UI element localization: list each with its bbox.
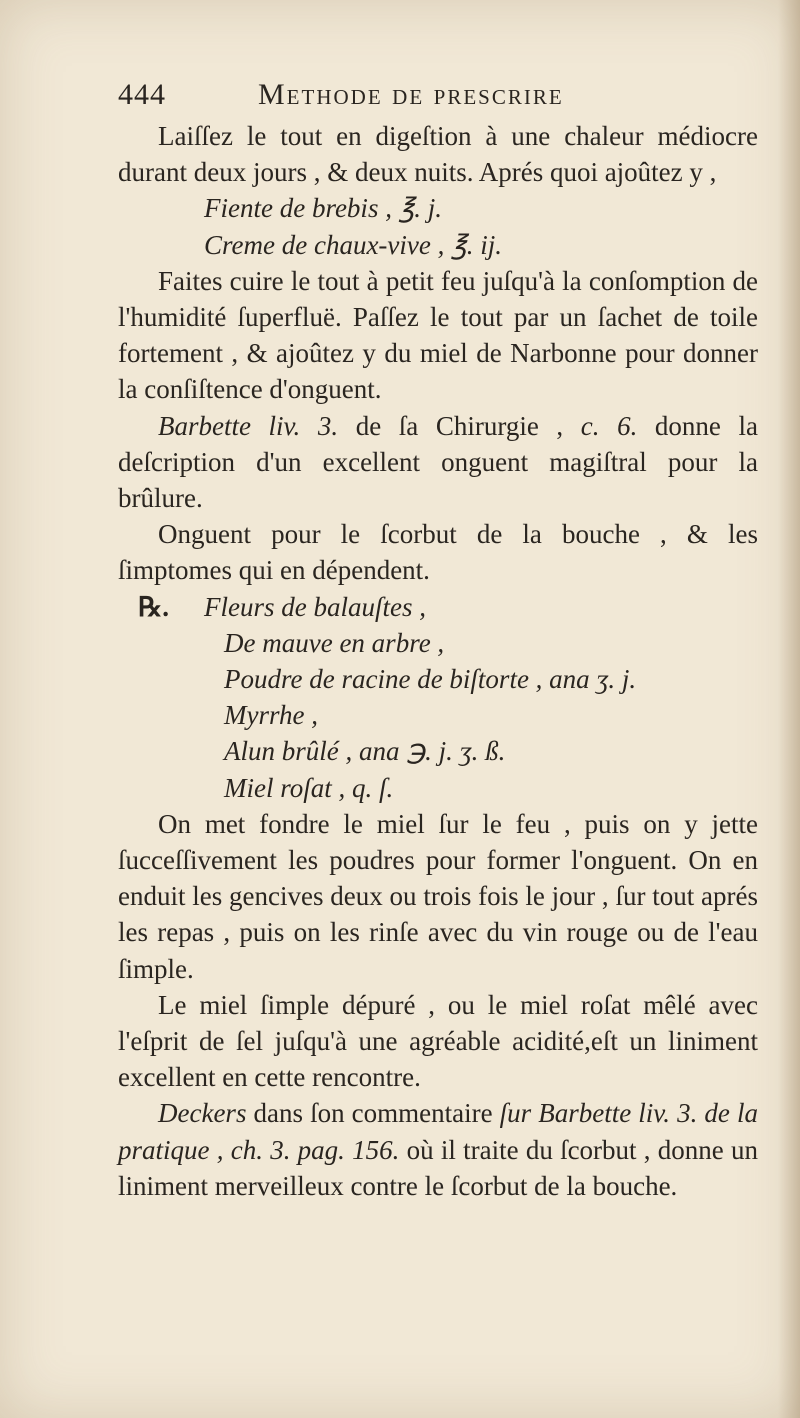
- citation-barbette: Barbette liv. 3.: [158, 410, 339, 441]
- paragraph-7-rest: où il traite du ſcorbut , donne un liniment merveilleux contre le ſcorbut de la bouche.: [118, 1134, 758, 1201]
- page-body: [118, 118, 758, 1204]
- paragraph-4: Onguent pour le ſcorbut de la bouche , & les ſimptomes qui en dépendent.: [118, 519, 758, 586]
- recipe-2-line-1: Fleurs de balauſtes ,: [204, 591, 426, 622]
- running-title: Methode de prescrire: [258, 78, 564, 111]
- recipe-2: [118, 589, 758, 806]
- citation-chapter: c. 6.: [580, 410, 638, 441]
- recipe-2-line-4: Myrrhe ,: [224, 700, 318, 731]
- citation-barbette-pratique: ſur Barbette liv. 3. de la pratique , ch. 3. pag. 156.: [118, 1098, 758, 1165]
- recipe-2-line-5: Alun brûlé , ana ℈. j. ʒ. ß.: [224, 736, 506, 767]
- paragraph-2: Faites cuire le tout à petit feu juſqu'à la conſomption de l'humidité ſuperfluë. Paſſez le tout par un ſachet de toile fortement , & ajoûtez y du miel de Narbonne pour donner la conſiſtence d'onguent.: [118, 265, 758, 405]
- paragraph-3-rest: donne la deſcription d'un excellent onguent magiſtral pour la brûlure.: [118, 410, 758, 514]
- recipe-2-line-3: Poudre de racine de biſtorte , ana ʒ. j.: [224, 664, 637, 695]
- paragraph-5: On met fondre le miel ſur le feu , puis on y jette ſucceſſivement les poudres pour former l'onguent. On en enduit les gencives deux ou trois fois le jour , ſur tout aprés les repas , puis on les rinſe avec du vin rouge ou de l'eau ſimple.: [118, 808, 758, 984]
- paragraph-3-mid: de ſa Chirurgie ,: [338, 410, 581, 441]
- paragraph-6: Le miel ſimple dépuré , ou le miel roſat mêlé avec l'eſprit de ſel juſqu'à une agréable acidité,eſt un liniment excellent en cette rencontre.: [118, 989, 758, 1093]
- recipe-1: [118, 190, 758, 262]
- recipe-1-line-1: Fiente de brebis , ℥. j.: [204, 193, 443, 224]
- paragraph-7-mid: dans ſon commentaire: [246, 1098, 500, 1129]
- recipe-1-line-2: Creme de chaux-vive , ℥. ij.: [204, 229, 502, 260]
- page-gutter-shadow: [778, 0, 800, 1418]
- recipe-2-line-2: De mauve en arbre ,: [224, 627, 445, 658]
- paragraph-3: [118, 408, 758, 517]
- paragraph-1: Laiſſez le tout en digeſtion à une chaleur médiocre durant deux jours , & deux nuits. Aprés quoi ajoûtez y ,: [118, 121, 758, 188]
- recipe-2-line-6: Miel roſat , q. ſ.: [224, 772, 394, 803]
- recipe-symbol: ℞.: [138, 591, 169, 622]
- paragraph-7: [118, 1095, 758, 1204]
- citation-deckers: Deckers: [158, 1098, 247, 1129]
- page-number: 444: [118, 78, 166, 111]
